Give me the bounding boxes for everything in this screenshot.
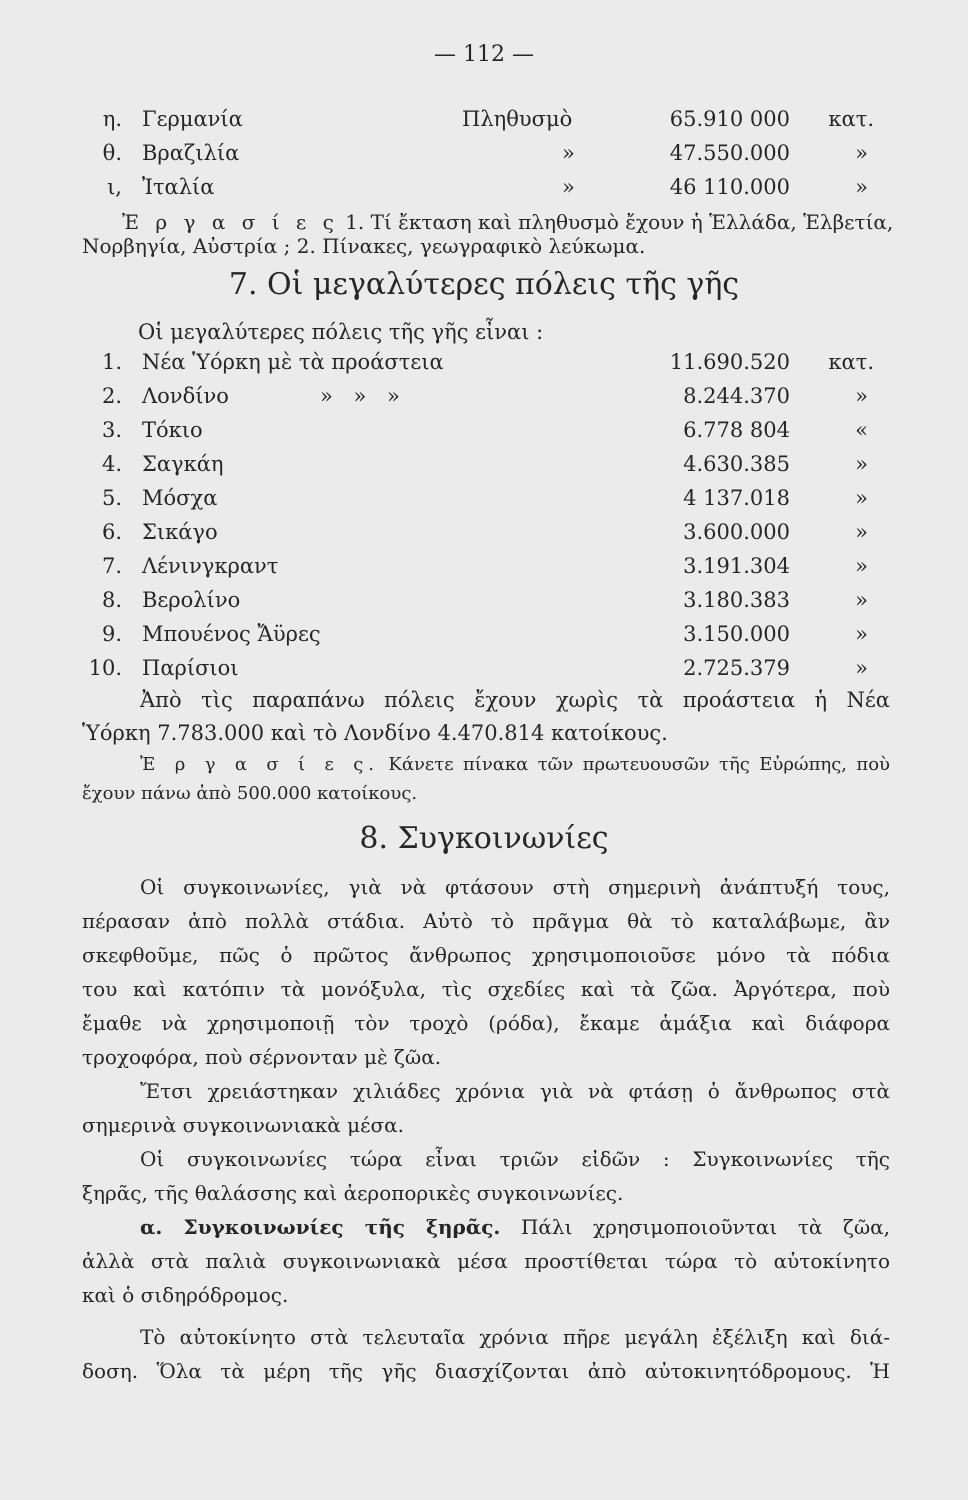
unit-ditto: »	[855, 175, 868, 199]
population-value: 47.550.000	[669, 141, 790, 165]
item-letter: η.	[102, 107, 122, 131]
city-row	[82, 617, 890, 651]
exercise-line: ἔχουν πάνω ἀπὸ 500.000 κατοίκους.	[82, 783, 418, 804]
city-row	[82, 345, 890, 379]
city-name: Τόκιο	[142, 418, 203, 442]
city-population: 3.191.304	[683, 554, 790, 578]
unit-ditto: »	[855, 554, 868, 578]
city-name: Λονδίνο	[142, 384, 229, 408]
city-name: Βερολίνο	[142, 588, 241, 612]
exercise-label: Ἐ ρ γ α σ ί ε ς.	[140, 754, 379, 775]
unit-ditto: »	[855, 384, 868, 408]
list-item	[82, 102, 890, 136]
unit-ditto: »	[855, 656, 868, 680]
city-population: 8.244.370	[683, 384, 790, 408]
city-row	[82, 413, 890, 447]
intro-text: Οἱ μεγαλύτερες πόλεις τῆς γῆς εἶναι :	[138, 320, 544, 344]
paragraph-line: Οἱ συγκοινωνίες, γιὰ νὰ φτάσουν στὴ σημερινὴ ἀνάπτυξή τους,	[140, 875, 890, 899]
unit-ditto: »	[855, 452, 868, 476]
city-name: Παρίσιοι	[142, 656, 239, 680]
city-row	[82, 447, 890, 481]
paragraph-line: σημερινὰ συγκοινωνιακὰ μέσα.	[82, 1113, 404, 1137]
paragraph-line: δοση. Ὅλα τὰ μέρη τῆς γῆς διασχίζονται ἀπὸ αὐτοκινητόδρομους. Ἡ	[82, 1359, 890, 1383]
city-population: 3.180.383	[683, 588, 790, 612]
ditto-mark: »	[562, 175, 575, 199]
page-number: — 112 —	[434, 42, 534, 67]
paragraph-line: ἀλλὰ στὰ παλιὰ συγκοινωνιακὰ μέσα προστίθεται τώρα τὸ αὐτοκίνητο	[82, 1249, 890, 1273]
section-heading: 8. Συγκοινωνίες	[359, 821, 609, 856]
paragraph-line: Τὸ αὐτοκίνητο στὰ τελευταῖα χρόνια πῆρε μεγάλη ἐξέλιξη καὶ διά-	[140, 1325, 890, 1349]
city-name: Νέα Ὑόρκη μὲ τὰ προάστεια	[142, 350, 444, 374]
city-rank: 6.	[101, 520, 122, 544]
city-row	[82, 583, 890, 617]
city-rank: 4.	[101, 452, 122, 476]
city-row	[82, 481, 890, 515]
city-name: Σικάγο	[142, 520, 218, 544]
paragraph-line: Οἱ συγκοινωνίες τώρα εἶναι τριῶν εἰδῶν : Συγκοινωνίες τῆς	[140, 1147, 890, 1171]
paragraph-line: ἔμαθε νὰ χρησιμοποιῇ τὸν τροχὸ (ρόδα), ἔκαμε ἁμάξια καὶ διάφορα	[82, 1011, 890, 1035]
city-population: 11.690.520	[669, 350, 790, 374]
unit-ditto: «	[855, 418, 868, 442]
city-population: 2.725.379	[683, 656, 790, 680]
population-value: 65.910 000	[669, 107, 790, 131]
city-population: 6.778 804	[683, 418, 790, 442]
ditto-mark: »	[562, 141, 575, 165]
country-name: Βραζιλία	[142, 141, 240, 165]
list-item	[82, 136, 890, 170]
city-rank: 2.	[101, 384, 122, 408]
item-letter: ι,	[107, 175, 122, 199]
city-population: 4.630.385	[683, 452, 790, 476]
ditto-marks: » » »	[320, 384, 400, 408]
item-letter: θ.	[102, 141, 122, 165]
city-name: Λένινγκραντ	[142, 554, 279, 578]
paragraph-line: ξηρᾶς, τῆς θαλάσσης καὶ ἀεροπορικὲς συγκοινωνίες.	[82, 1181, 624, 1205]
unit-ditto: »	[855, 622, 868, 646]
city-population: 3.150.000	[683, 622, 790, 646]
note-line: Ἀπὸ τὶς παραπάνω πόλεις ἔχουν χωρὶς τὰ προάστεια ἡ Νέα	[140, 688, 890, 712]
population-label: Πληθυσμὸ	[462, 107, 573, 131]
unit-label: κατ.	[828, 107, 874, 131]
section-heading: 7. Οἱ μεγαλύτερες πόλεις τῆς γῆς	[228, 267, 740, 302]
exercise-label: Ἐ ρ γ α σ ί ε ς	[122, 210, 339, 234]
exercise-text: Κάνετε πίνακα τῶν πρωτευουσῶν τῆς Εὐρώπης, ποὺ	[388, 754, 890, 775]
paragraph-line: σκεφθοῦμε, πῶς ὁ πρῶτος ἄνθρωπος χρησιμοποιοῦσε μόνο τὰ πόδια	[82, 943, 890, 967]
list-item	[82, 170, 890, 204]
paragraph-line: Ἔτσι χρειάστηκαν χιλιάδες χρόνια γιὰ νὰ φτάσῃ ὁ ἄνθρωπος στὰ	[140, 1079, 890, 1103]
city-name: Σαγκάη	[142, 452, 224, 476]
paragraph-line: καὶ ὁ σιδηρόδρομος.	[82, 1283, 289, 1307]
exercise-text: 1. Τί ἔκταση καὶ πληθυσμὸ ἔχουν ἡ Ἑλλάδα, Ἑλβετία,	[345, 210, 894, 234]
unit-ditto: »	[855, 520, 868, 544]
exercise-line: Νορβηγία, Αὐστρία ; 2. Πίνακες, γεωγραφικὸ λεύκωμα.	[82, 234, 646, 258]
city-rank: 1.	[101, 350, 122, 374]
paragraph-text: Πάλι χρησιμοποιοῦνται τὰ ζῶα,	[520, 1215, 890, 1239]
note-line: Ὑόρκη 7.783.000 καὶ τὸ Λονδίνο 4.470.814 κατοίκους.	[82, 721, 668, 745]
paragraph-line: τροχοφόρα, ποὺ σέρνονταν μὲ ζῶα.	[82, 1045, 442, 1069]
city-rank: 7.	[101, 554, 122, 578]
unit-ditto: »	[855, 486, 868, 510]
city-rank: 9.	[101, 622, 122, 646]
country-name: Ἰταλία	[142, 175, 215, 199]
city-population: 3.600.000	[683, 520, 790, 544]
city-name: Μόσχα	[142, 486, 218, 510]
city-row	[82, 379, 890, 413]
city-rank: 3.	[101, 418, 122, 442]
population-value: 46 110.000	[669, 175, 790, 199]
city-population: 4 137.018	[683, 486, 790, 510]
paragraph-line	[140, 1210, 890, 1244]
city-rank: 5.	[101, 486, 122, 510]
unit-ditto: »	[855, 141, 868, 165]
city-row	[82, 549, 890, 583]
city-rank: 10.	[88, 656, 122, 680]
city-name: Μπουένος Ἄϋρες	[142, 622, 321, 646]
paragraph-line: του καὶ κατόπιν τὰ μονόξυλα, τὶς σχεδίες καὶ τὰ ζῶα. Ἀργότερα, ποὺ	[82, 977, 890, 1001]
subsection-title: α. Συγκοινωνίες τῆς ξηρᾶς.	[140, 1215, 501, 1239]
paragraph-line: πέρασαν ἀπὸ πολλὰ στάδια. Αὐτὸ τὸ πρᾶγμα θὰ τὸ καταλάβωμε, ἂν	[82, 909, 890, 933]
unit-label: κατ.	[828, 350, 874, 374]
country-name: Γερμανία	[142, 107, 243, 131]
city-row	[82, 515, 890, 549]
city-row	[82, 651, 890, 685]
unit-ditto: »	[855, 588, 868, 612]
city-rank: 8.	[101, 588, 122, 612]
